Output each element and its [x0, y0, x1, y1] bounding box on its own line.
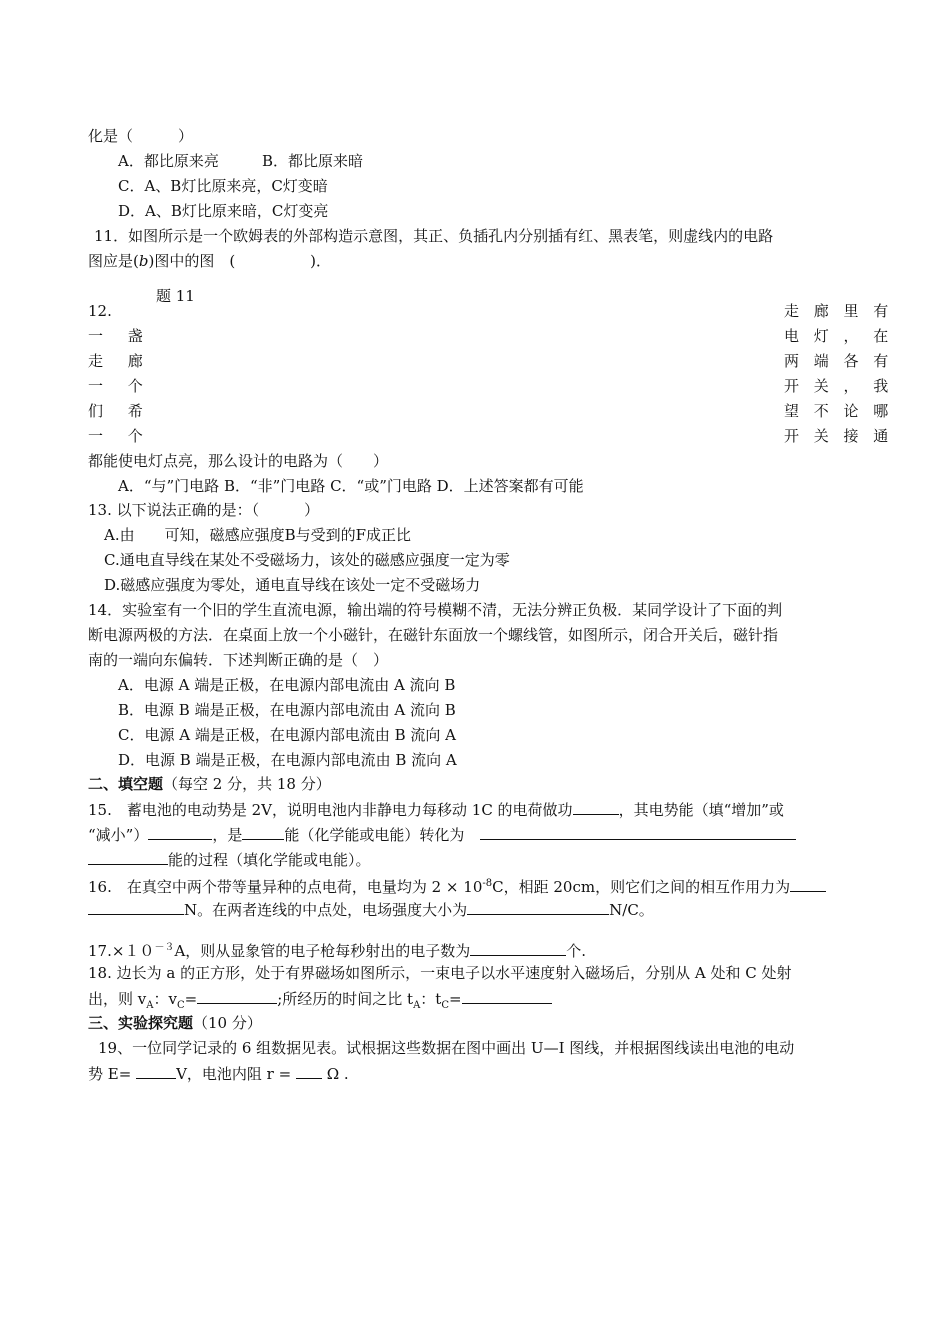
q19-line-1: 19、一位同学记录的 6 组数据见表。试根据这些数据在图中画出 U—I 图线，并根据图线读出电池的电动 [98, 1039, 795, 1057]
q15-line-2: “减小”） ，是 能（化学能或电能）转化为 [88, 824, 796, 845]
q12-right-2: 电 灯 ， 在 [784, 327, 894, 345]
q12-left-5: 们 希 [88, 402, 153, 420]
q11-line-1: 11．如图所示是一个欧姆表的外部构造示意图，其正、负插孔内分别插有红、黑表笔，则虚线内的电路 [94, 227, 774, 245]
q18-line-2: 出，则 $v_A$：$v_C=$ ;所经历的时间之比 $t_A$：$t_C=$ [88, 988, 552, 1016]
q15-line-3: 能的过程（填化学能或电能）。 [88, 849, 371, 870]
q12-left-1: 12. [88, 302, 112, 320]
blank-force-cont[interactable] [88, 899, 184, 915]
blank-energy-to-cont[interactable] [88, 849, 168, 865]
q16-line-2: N。在两者连线的中点处，电场强度大小为 N/C。 [88, 899, 654, 920]
q12-right-1: 走 廊 里 有 [784, 302, 894, 320]
q12-left-2: 一 盏 [88, 327, 153, 345]
blank-work[interactable] [573, 799, 619, 815]
q14-option-b: B．电源 B 端是正极，在电源内部电流由 A 流向 B [118, 701, 456, 719]
blank-internal-resistance[interactable] [296, 1063, 322, 1079]
q13-stem: 13. 以下说法正确的是：（ ） [88, 501, 320, 519]
q12-right-6: 开 关 接 通 [784, 427, 894, 445]
blank-time-ratio[interactable] [462, 988, 552, 1004]
q14-option-d: D．电源 B 端是正极，在电源内部电流由 B 流向 A [118, 751, 457, 769]
q10-option-a: A．都比原来亮 [118, 152, 219, 170]
q12-line-end: 都能使电灯点亮，那么设计的电路为（ ） [88, 452, 389, 470]
q14-option-a: A．电源 A 端是正极，在电源内部电流由 A 流向 B [118, 676, 456, 694]
q12-left-3: 走 廊 [88, 352, 153, 370]
q19-line-2: 势 E= V，电池内阻 r = Ω . [88, 1065, 349, 1083]
blank-force[interactable] [790, 876, 826, 892]
q15-line-1: 15. 蓄电池的电动势是 2V，说明电池内非静电力每移动 1C 的电荷做功 ，其电势能（填“增加”或 [88, 801, 784, 819]
q13-option-c: C.通电直导线在某处不受磁场力，该处的磁感应强度一定为零 [104, 551, 510, 569]
blank-emf[interactable] [136, 1063, 176, 1079]
q13-option-a: A.由 可知，磁感应强度B与受到的F成正比 [104, 526, 412, 544]
blank-energy-from[interactable] [242, 824, 284, 840]
q11-figure-caption: 题 11 [156, 287, 195, 305]
q10-option-c: C．A、B灯比原来亮，C灯变暗 [118, 177, 328, 195]
q12-right-4: 开 关 ， 我 [784, 377, 894, 395]
q12-right-5: 望 不 论 哪 [784, 402, 894, 420]
q17-line: $17.\times 10^{-3}A$，则从显象管的电子枪每秒射出的电子数为 个. [88, 942, 587, 960]
q14-line-2: 断电源两极的方法．在桌面上放一个小磁针，在磁针东面放一个螺线管，如图所示，闭合开关后，磁针指 [88, 626, 779, 644]
q16-line-1: 16. 在真空中两个带等量异种的点电荷，电量均为 $2 \times 10^{-8}C$，相距 20cm，则它们之间的相互作用力为 [88, 874, 826, 897]
q12-options: A．“与”门电路 B．“非”门电路 C．“或”门电路 D．上述答案都有可能 [118, 477, 584, 495]
q10-tail: 化是（ ） [88, 127, 194, 145]
q12-left-4: 一 个 [88, 377, 153, 395]
q10-option-b: B．都比原来暗 [262, 152, 364, 170]
q14-option-c: C．电源 A 端是正极，在电源内部电流由 B 流向 A [118, 726, 457, 744]
q12-right-3: 两 端 各 有 [784, 352, 894, 370]
blank-energy-change[interactable] [148, 824, 212, 840]
section-2-header: 二、填空题（每空 2 分，共 18 分） [88, 775, 331, 793]
blank-field[interactable] [467, 899, 609, 915]
blank-electron-count[interactable] [470, 940, 566, 956]
q12-left-6: 一 个 [88, 427, 153, 445]
section-3-header: 三、实验探究题（10 分） [88, 1014, 262, 1032]
q14-line-3: 南的一端向东偏转．下述判断正确的是（ ） [88, 651, 389, 669]
q10-option-d: D．A、B灯比原来暗，C灯变亮 [118, 202, 329, 220]
blank-velocity-ratio[interactable] [197, 988, 277, 1004]
q11-line-2: 图应是(b)图中的图 ( )． [88, 252, 332, 270]
q14-line-1: 14．实验室有一个旧的学生直流电源，输出端的符号模糊不清，无法分辨正负极．某同学设计了下面的判 [88, 601, 783, 619]
blank-energy-to[interactable] [480, 824, 796, 840]
q18-line-1: 18. 边长为 a 的正方形，处于有界磁场如图所示，一束电子以水平速度射入磁场后，分别从 A 处和 C 处射 [88, 964, 792, 982]
q13-option-d: D.磁感应强度为零处，通电直导线在该处一定不受磁场力 [104, 576, 481, 594]
